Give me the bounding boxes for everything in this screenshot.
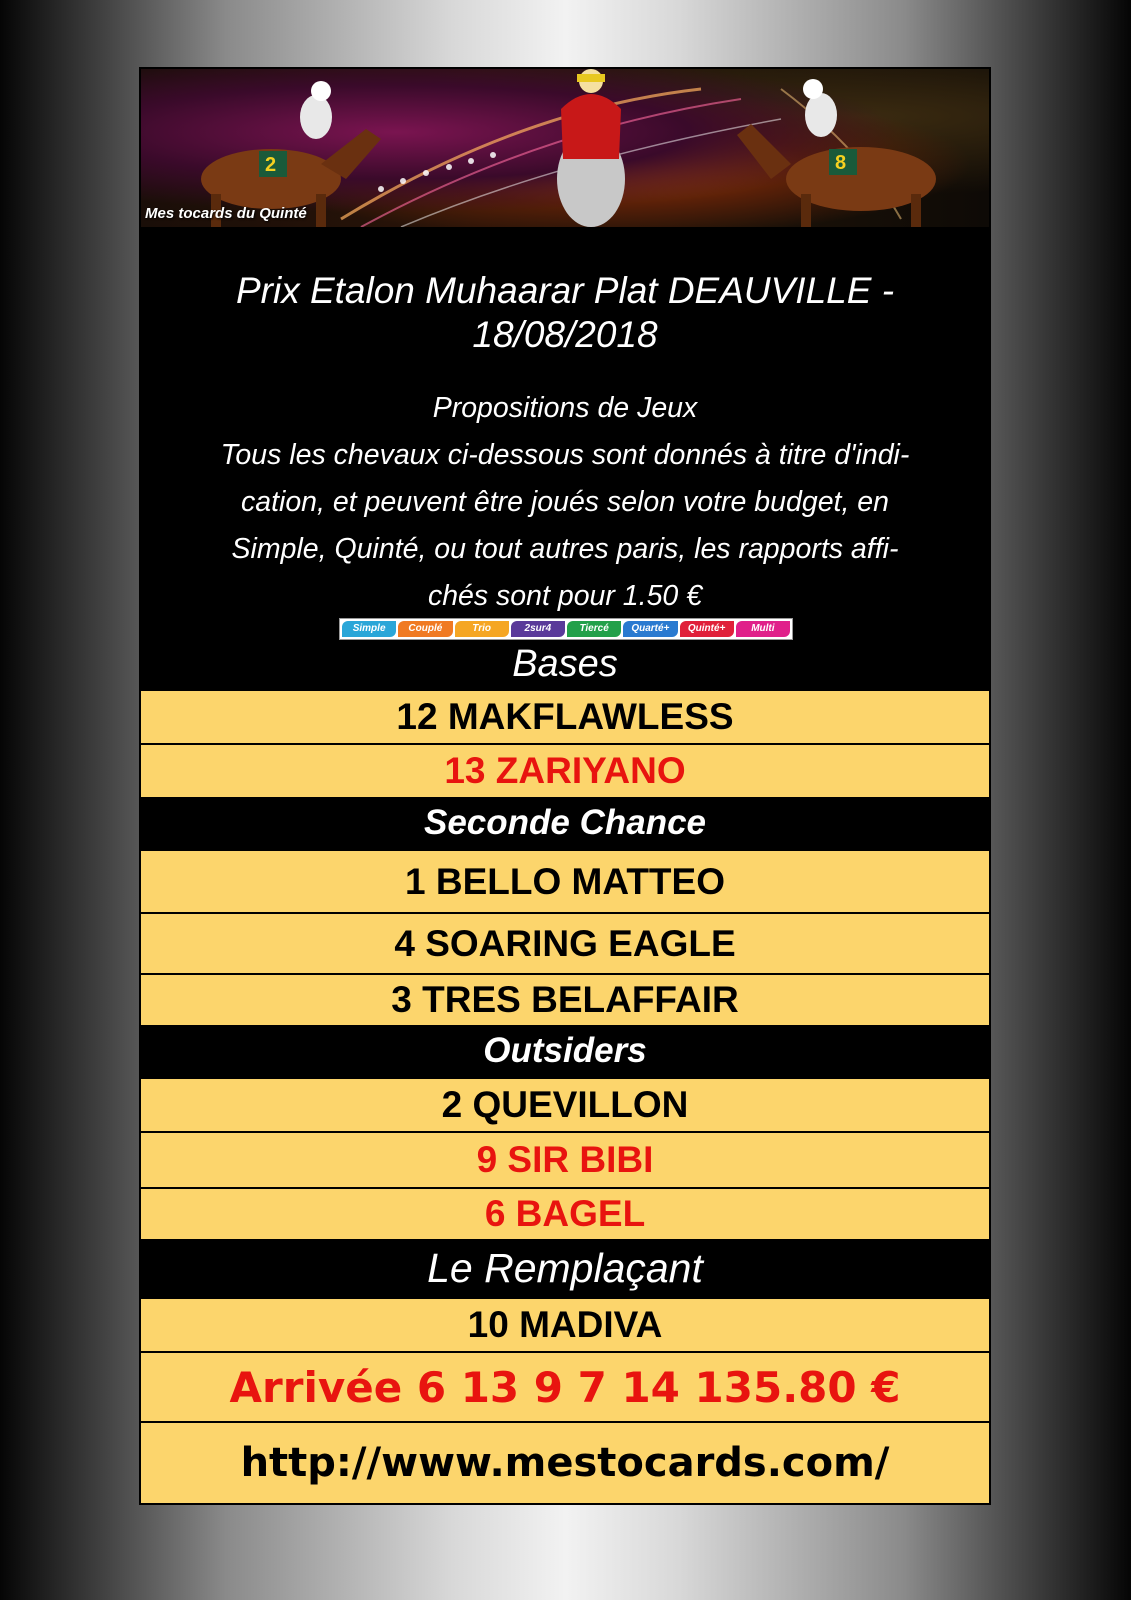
tips-card: [139, 67, 991, 1505]
bet-type-simple: Simple: [342, 621, 396, 637]
bet-type-trio: Trio: [455, 621, 509, 637]
svg-text:2: 2: [265, 154, 277, 176]
horse-row: 6 BAGEL: [141, 1187, 989, 1239]
horse-row: 9 SIR BIBI: [141, 1131, 989, 1187]
svg-text:8: 8: [835, 152, 847, 174]
horse-row: 12 MAKFLAWLESS: [141, 689, 989, 743]
race-date: 18/08/2018: [472, 314, 658, 355]
race-result: Arrivée 6 13 9 7 14 135.80 €: [141, 1351, 989, 1421]
bet-type-multi: Multi: [736, 621, 790, 637]
horse-row: 13 ZARIYANO: [141, 743, 989, 797]
banner-caption: Mes tocards du Quinté: [145, 205, 307, 222]
intro-line: chés sont pour 1.50 €: [427, 580, 703, 612]
race-title-line-1: Prix Etalon Muhaarar Plat DEAUVILLE -: [235, 270, 895, 311]
horse-row: 10 MADIVA: [141, 1297, 989, 1351]
bet-type-quinte: Quinté+: [680, 621, 734, 637]
middle-horse-icon: [557, 69, 625, 227]
intro-line: Tous les chevaux ci-dessous sont donnés à titre d'indi-: [220, 439, 910, 471]
intro-text: [155, 385, 975, 620]
bet-type-couple: Couplé: [398, 621, 452, 637]
bet-type-2sur4: 2sur4: [511, 621, 565, 637]
bet-type-quarte: Quarté+: [623, 621, 677, 637]
horse-row: 3 TRES BELAFFAIR: [141, 973, 989, 1025]
bet-types-strip: [339, 618, 793, 640]
horse-row: 1 BELLO MATTEO: [141, 849, 989, 912]
section-remplacant: Le Remplaçant: [427, 1245, 703, 1291]
intro-line: Simple, Quinté, ou tout autres paris, les rapports affi-: [231, 533, 899, 565]
race-title: [141, 269, 989, 357]
intro-line: cation, et peuvent être joués selon votre budget, en: [240, 486, 890, 518]
section-outsiders: Outsiders: [483, 1031, 647, 1070]
horse-row: 2 QUEVILLON: [141, 1077, 989, 1131]
intro-heading: Propositions de Jeux: [432, 392, 698, 424]
section-seconde-chance: Seconde Chance: [423, 803, 707, 842]
racing-horses-illustration: [141, 69, 989, 227]
right-horse-icon: [737, 79, 936, 227]
website-link[interactable]: http://www.mestocards.com/: [141, 1421, 989, 1503]
section-bases: Bases: [512, 643, 618, 685]
banner-image: [141, 69, 989, 227]
horse-row: 4 SOARING EAGLE: [141, 912, 989, 973]
bet-type-tierce: Tiercé: [567, 621, 621, 637]
